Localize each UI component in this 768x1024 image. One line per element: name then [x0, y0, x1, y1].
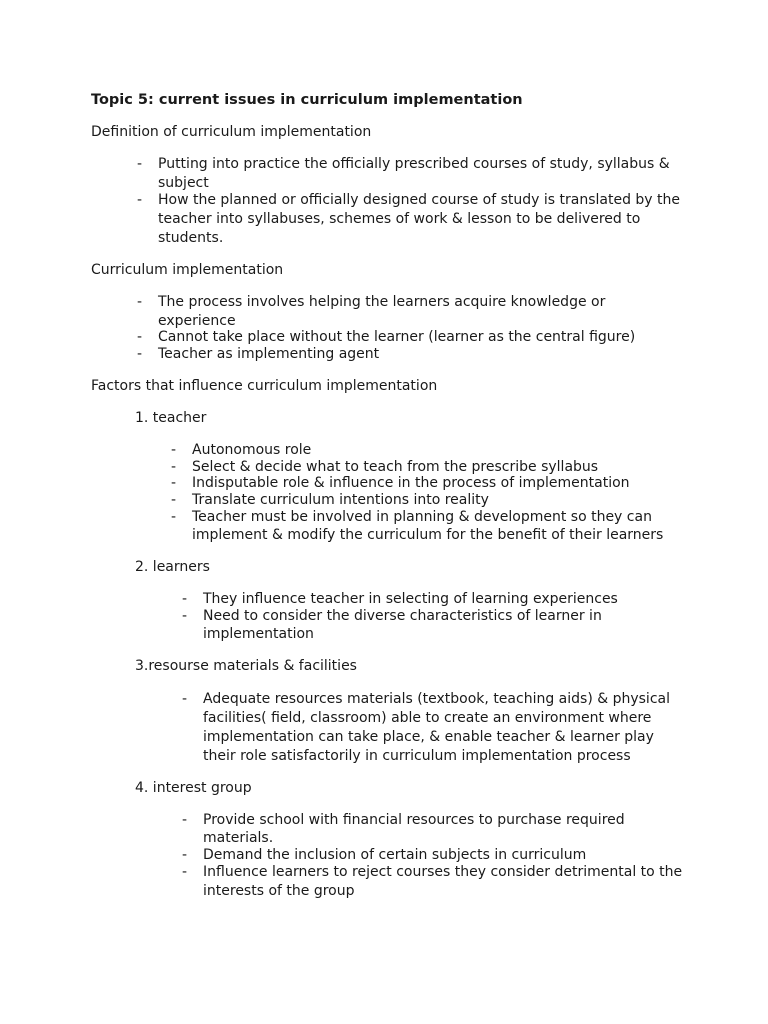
teacher-bullet-5-line-2: implement & modify the curriculum for the benefit of their learners	[192, 527, 664, 543]
implementation-bullet-3: Teacher as implementing agent	[158, 346, 380, 362]
teacher-bullet-2: Select & decide what to teach from the prescribe syllabus	[192, 459, 599, 475]
bullet-marker: -	[171, 475, 177, 491]
bullet-marker: -	[182, 812, 188, 828]
implementation-bullet-2: Cannot take place without the learner (learner as the central figure)	[158, 329, 636, 345]
factor-3-label: 3.resourse materials & facilities	[135, 658, 357, 674]
factors-heading: Factors that influence curriculum implementation	[91, 378, 438, 394]
interest-bullet-1-line-1: Provide school with financial resources to purchase required	[203, 812, 625, 828]
bullet-marker: -	[171, 459, 177, 475]
definition-bullet-2-line-1: How the planned or officially designed course of study is translated by the	[158, 192, 681, 208]
bullet-marker: -	[182, 864, 188, 880]
bullet-marker: -	[171, 492, 177, 508]
bullet-marker: -	[137, 294, 143, 310]
interest-bullet-3-line-2: interests of the group	[203, 883, 355, 899]
teacher-bullet-3: Indisputable role & influence in the process of implementation	[192, 475, 630, 491]
bullet-marker: -	[137, 329, 143, 345]
learners-bullet-2-line-1: Need to consider the diverse characteristics of learner in	[203, 608, 602, 624]
bullet-marker: -	[171, 509, 177, 525]
factor-4-label: 4. interest group	[135, 780, 252, 796]
definition-bullet-1-line-1: Putting into practice the officially prescribed courses of study, syllabus &	[158, 156, 670, 172]
page-title: Topic 5: current issues in curriculum implementation	[91, 92, 523, 108]
implementation-heading: Curriculum implementation	[91, 262, 284, 278]
resources-bullet-1-line-2: facilities( field, classroom) able to create an environment where	[203, 710, 652, 726]
teacher-bullet-5-line-1: Teacher must be involved in planning & development so they can	[192, 509, 652, 525]
definition-bullet-2-line-3: students.	[158, 230, 224, 246]
factor-2-label: 2. learners	[135, 559, 210, 575]
interest-bullet-1-line-2: materials.	[203, 830, 274, 846]
definition-bullet-1-line-2: subject	[158, 175, 209, 191]
resources-bullet-1-line-4: their role satisfactorily in curriculum implementation process	[203, 748, 631, 764]
learners-bullet-2-line-2: implementation	[203, 626, 314, 642]
factor-1-label: 1. teacher	[135, 410, 207, 426]
interest-bullet-3-line-1: Influence learners to reject courses they consider detrimental to the	[203, 864, 683, 880]
learners-bullet-1: They influence teacher in selecting of learning experiences	[203, 591, 618, 607]
definition-bullet-2-line-2: teacher into syllabuses, schemes of work & lesson to be delivered to	[158, 211, 641, 227]
bullet-marker: -	[171, 442, 177, 458]
bullet-marker: -	[137, 346, 143, 362]
resources-bullet-1-line-3: implementation can take place, & enable teacher & learner play	[203, 729, 654, 745]
bullet-marker: -	[182, 691, 188, 707]
bullet-marker: -	[182, 608, 188, 624]
implementation-bullet-1-line-2: experience	[158, 313, 236, 329]
bullet-marker: -	[137, 192, 143, 208]
bullet-marker: -	[182, 591, 188, 607]
bullet-marker: -	[182, 847, 188, 863]
resources-bullet-1-line-1: Adequate resources materials (textbook, teaching aids) & physical	[203, 691, 670, 707]
teacher-bullet-4: Translate curriculum intentions into reality	[192, 492, 489, 508]
teacher-bullet-1: Autonomous role	[192, 442, 312, 458]
definition-heading: Definition of curriculum implementation	[91, 124, 372, 140]
implementation-bullet-1-line-1: The process involves helping the learners acquire knowledge or	[158, 294, 606, 310]
interest-bullet-2: Demand the inclusion of certain subjects in curriculum	[203, 847, 587, 863]
bullet-marker: -	[137, 156, 143, 172]
